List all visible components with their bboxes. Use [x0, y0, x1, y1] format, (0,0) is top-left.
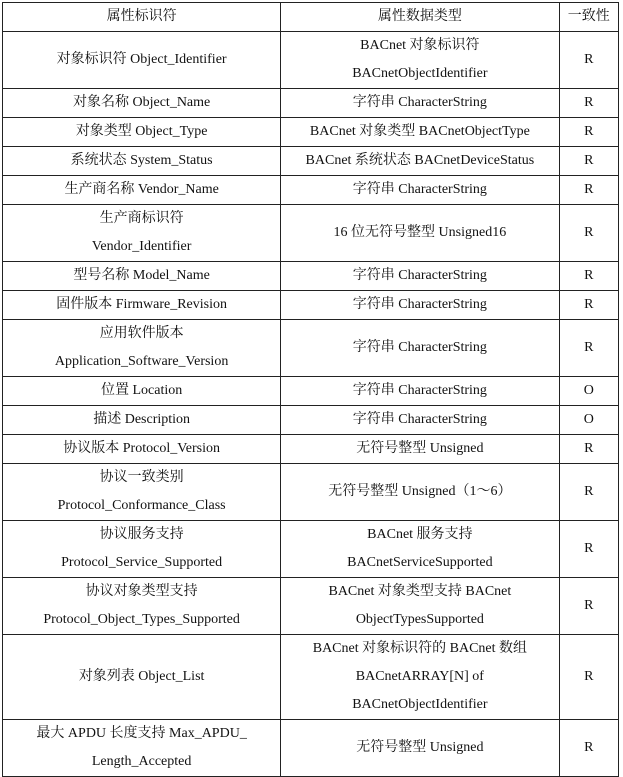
cell-text: 字符串 CharacterString — [352, 383, 487, 398]
table-row — [3, 464, 619, 521]
table-row — [3, 176, 619, 205]
property-identifier-cell — [3, 720, 281, 777]
cell-text: BACnet 对象标识符的 BACnet 数组 — [312, 641, 528, 656]
cell-text: 对象类型 Object_Type — [75, 124, 208, 139]
property-datatype-cell — [281, 377, 559, 406]
cell-text: Protocol_Service_Supported — [61, 555, 223, 570]
header-property-identifier: 属性标识符 — [3, 3, 281, 32]
cell-text: 字符串 CharacterString — [352, 297, 487, 312]
property-datatype-cell — [281, 176, 559, 205]
cell-text: 字符串 CharacterString — [352, 182, 487, 197]
cell-text: BACnet 对象标识符 — [360, 38, 480, 53]
property-identifier-cell — [3, 176, 281, 205]
property-datatype-cell — [281, 291, 559, 320]
property-identifier-cell — [3, 89, 281, 118]
conformance-cell: R — [559, 578, 619, 635]
property-identifier-cell — [3, 291, 281, 320]
cell-text: 最大 APDU 长度支持 Max_APDU_ — [36, 726, 247, 741]
cell-text: 无符号整型 Unsigned — [356, 441, 484, 456]
property-identifier-cell — [3, 320, 281, 377]
cell-text: 型号名称 Model_Name — [73, 268, 210, 283]
cell-text: 应用软件版本 — [99, 326, 184, 341]
property-identifier-cell — [3, 205, 281, 262]
table-row — [3, 635, 619, 720]
property-identifier-cell — [3, 406, 281, 435]
property-datatype-cell — [281, 147, 559, 176]
cell-text: 协议一致类别 — [99, 470, 184, 485]
conformance-cell: R — [559, 205, 619, 262]
property-datatype-cell — [281, 464, 559, 521]
property-identifier-cell — [3, 147, 281, 176]
cell-text: BACnet 对象类型 BACnetObjectType — [309, 124, 530, 139]
property-datatype-cell — [281, 521, 559, 578]
cell-text: 字符串 CharacterString — [352, 268, 487, 283]
table-row — [3, 262, 619, 291]
conformance-cell: R — [559, 720, 619, 777]
property-identifier-cell — [3, 464, 281, 521]
property-datatype-cell — [281, 578, 559, 635]
property-identifier-cell — [3, 118, 281, 147]
table-row — [3, 720, 619, 777]
cell-text: 16 位无符号整型 Unsigned16 — [333, 225, 507, 240]
conformance-cell: R — [559, 118, 619, 147]
property-datatype-cell — [281, 720, 559, 777]
conformance-cell: R — [559, 32, 619, 89]
conformance-cell: R — [559, 176, 619, 205]
table-row — [3, 406, 619, 435]
cell-text: BACnetARRAY[N] of — [355, 669, 484, 684]
header-row — [3, 3, 619, 32]
conformance-cell: R — [559, 320, 619, 377]
property-datatype-cell — [281, 635, 559, 720]
property-datatype-cell — [281, 262, 559, 291]
table-row — [3, 118, 619, 147]
cell-text: Application_Software_Version — [54, 354, 229, 369]
cell-text: 字符串 CharacterString — [352, 412, 487, 427]
cell-text: 协议服务支持 — [99, 527, 184, 542]
property-datatype-cell — [281, 89, 559, 118]
conformance-cell: R — [559, 147, 619, 176]
table-row — [3, 32, 619, 89]
cell-text: 生产商名称 Vendor_Name — [64, 182, 219, 197]
property-identifier-cell — [3, 262, 281, 291]
cell-text: ObjectTypesSupported — [355, 612, 484, 627]
cell-text: 协议版本 Protocol_Version — [63, 441, 220, 456]
conformance-cell: R — [559, 521, 619, 578]
property-datatype-cell — [281, 205, 559, 262]
conformance-cell: O — [559, 377, 619, 406]
table-row — [3, 89, 619, 118]
cell-text: 无符号整型 Unsigned — [356, 740, 484, 755]
cell-text: BACnet 对象类型支持 BACnet — [328, 584, 512, 599]
cell-text: 固件版本 Firmware_Revision — [56, 297, 227, 312]
cell-text: Vendor_Identifier — [91, 239, 192, 254]
conformance-cell: R — [559, 435, 619, 464]
table-row — [3, 578, 619, 635]
property-datatype-cell — [281, 32, 559, 89]
property-datatype-cell — [281, 406, 559, 435]
property-datatype-cell — [281, 435, 559, 464]
device-property-table — [2, 2, 619, 777]
cell-text: 对象名称 Object_Name — [73, 95, 211, 110]
table-row — [3, 205, 619, 262]
conformance-cell: R — [559, 291, 619, 320]
cell-text: Length_Accepted — [91, 754, 192, 769]
property-identifier-cell — [3, 32, 281, 89]
property-identifier-cell — [3, 578, 281, 635]
cell-text: BACnetObjectIdentifier — [352, 66, 488, 81]
cell-text: BACnet 服务支持 — [367, 527, 473, 542]
cell-text: 字符串 CharacterString — [352, 340, 487, 355]
cell-text: 协议对象类型支持 — [85, 584, 198, 599]
table-row — [3, 320, 619, 377]
cell-text: 位置 Location — [100, 383, 183, 398]
cell-text: 生产商标识符 — [99, 211, 184, 226]
property-identifier-cell — [3, 377, 281, 406]
table-row — [3, 377, 619, 406]
header-property-datatype: 属性数据类型 — [281, 3, 559, 32]
property-identifier-cell — [3, 521, 281, 578]
table-row — [3, 435, 619, 464]
cell-text: 字符串 CharacterString — [352, 95, 487, 110]
property-identifier-cell — [3, 635, 281, 720]
property-identifier-cell — [3, 435, 281, 464]
cell-text: Protocol_Conformance_Class — [57, 498, 226, 513]
conformance-cell: O — [559, 406, 619, 435]
cell-text: BACnetObjectIdentifier — [352, 697, 488, 712]
property-datatype-cell — [281, 320, 559, 377]
cell-text: 系统状态 System_Status — [70, 153, 213, 168]
property-datatype-cell — [281, 118, 559, 147]
table-row — [3, 521, 619, 578]
table-row — [3, 291, 619, 320]
cell-text: 无符号整型 Unsigned（1～6） — [328, 484, 512, 499]
table-row — [3, 147, 619, 176]
cell-text: Protocol_Object_Types_Supported — [43, 612, 240, 627]
table-container — [2, 2, 619, 777]
cell-text: 对象列表 Object_List — [78, 669, 205, 684]
conformance-cell: R — [559, 262, 619, 291]
cell-text: 对象标识符 Object_Identifier — [56, 52, 227, 67]
header-conformance: 一致性 — [559, 3, 619, 32]
cell-text: BACnet 系统状态 BACnetDeviceStatus — [305, 153, 535, 168]
cell-text: BACnetServiceSupported — [347, 555, 493, 570]
conformance-cell: R — [559, 89, 619, 118]
conformance-cell: R — [559, 464, 619, 521]
cell-text: 描述 Description — [93, 412, 191, 427]
conformance-cell: R — [559, 635, 619, 720]
